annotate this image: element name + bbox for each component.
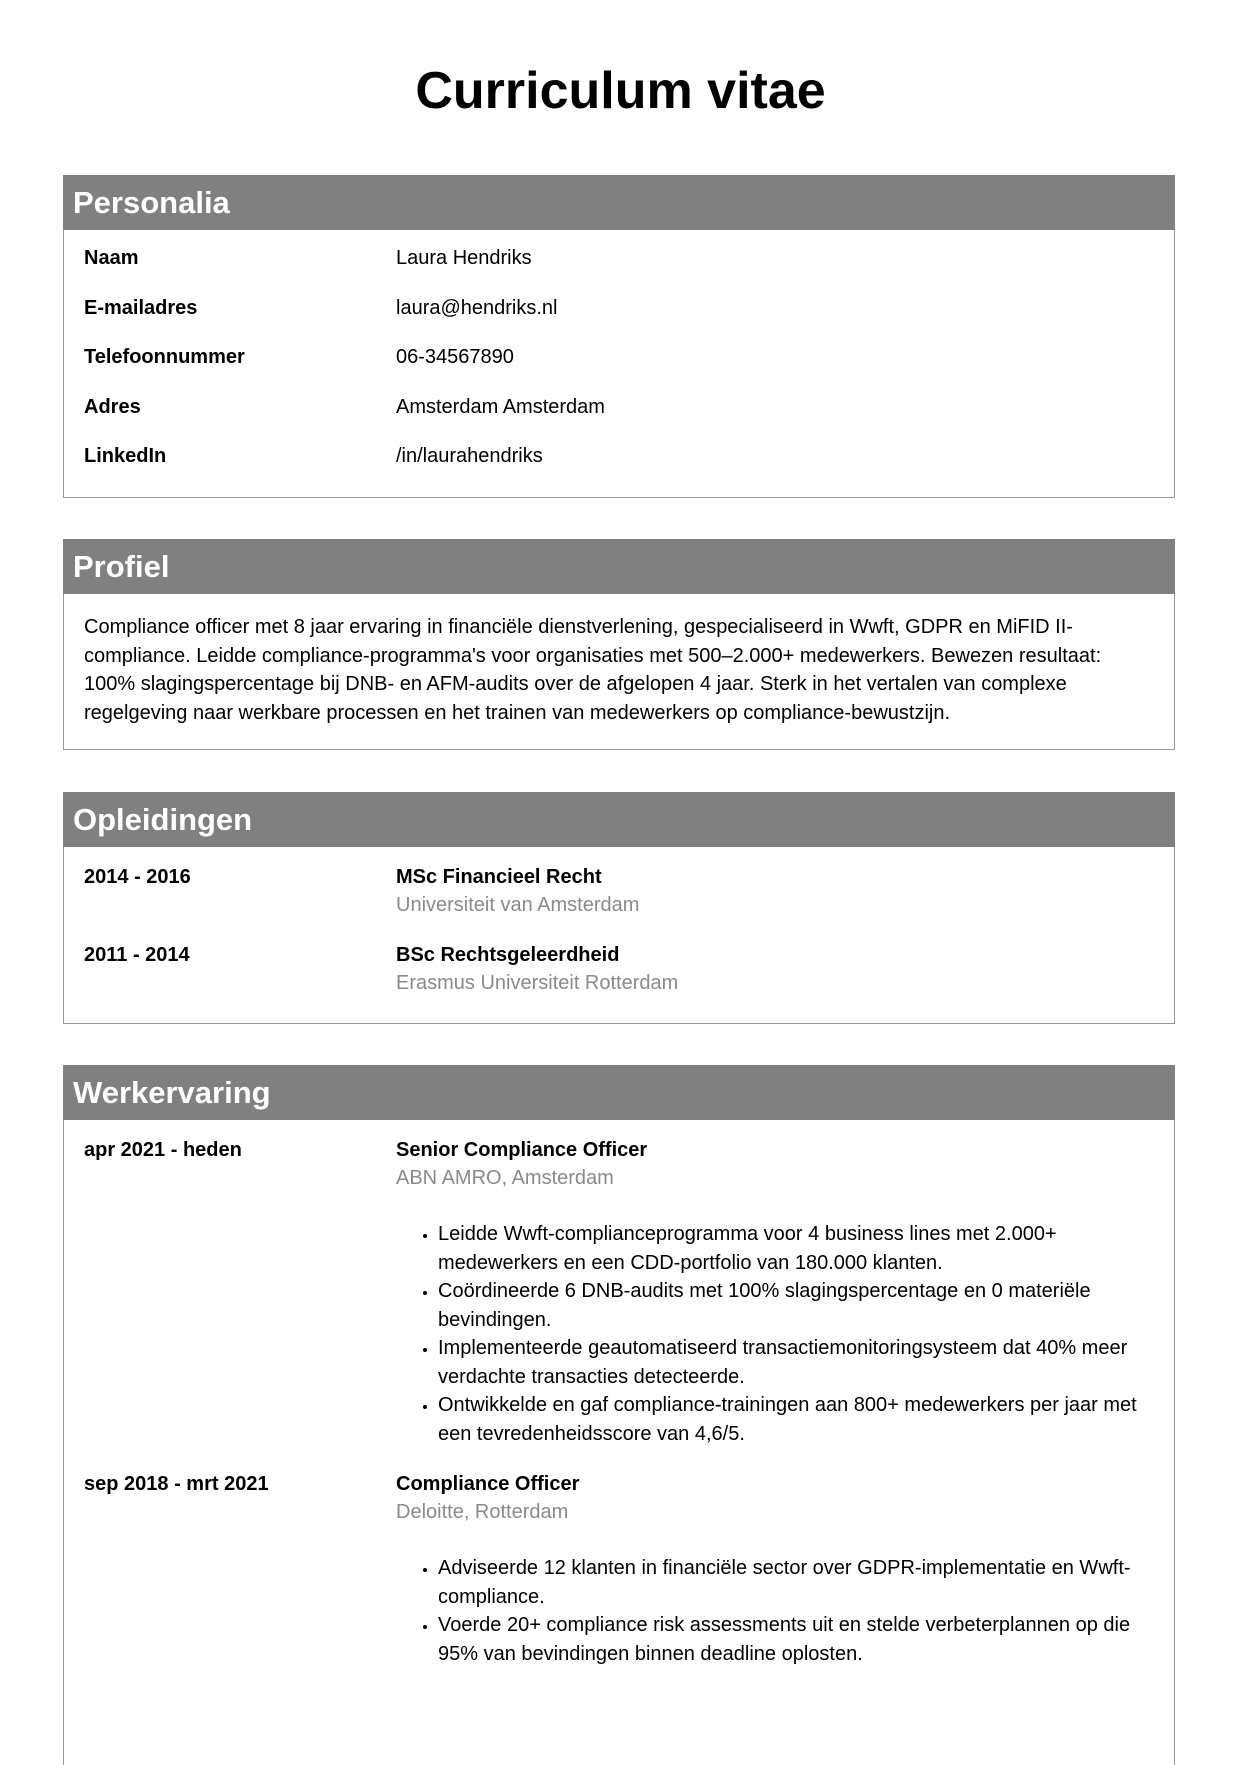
row-label: Adres xyxy=(84,395,141,418)
personalia-row-name xyxy=(84,244,1154,294)
entry-company: ABN AMRO, Amsterdam xyxy=(396,1167,614,1189)
profile-text: Compliance officer met 8 jaar ervaring in financiële dienstverlening, gespecialiseerd in Wwft, GDPR en MiFID II-compliance. Leidde compliance-programma's voor organisaties met 500–2.000+ medewerkers. Bewezen resultaat: 100% slagingspercentage bij DNB- en AFM-audits over de afgelopen 4 jaar. Sterk in het vertalen van complexe regelgeving naar werkbare processen en het trainen van medewerkers op compliance-bewustzijn. xyxy=(84,616,1102,724)
list-item: • Leidde Wwft-complianceprogramma voor 4 business lines met 2.000+ medewerkers en een CDD-portfolio van 180.000 klanten. xyxy=(438,1220,1154,1277)
row-value: laura@hendriks.nl xyxy=(396,296,558,319)
entry-institution: Universiteit van Amsterdam xyxy=(396,894,640,916)
entry-title: Compliance Officer xyxy=(396,1473,580,1495)
row-value: Amsterdam Amsterdam xyxy=(396,395,605,418)
entry-period: 2011 - 2014 xyxy=(84,944,190,966)
section-opleidingen xyxy=(63,792,1175,1024)
personalia-row-linkedin xyxy=(84,442,1154,492)
section-personalia xyxy=(63,175,1175,498)
entry-period: 2014 - 2016 xyxy=(84,866,191,888)
education-entry xyxy=(84,863,1154,919)
row-value: /in/laurahendriks xyxy=(396,445,543,467)
row-label: Naam xyxy=(84,247,139,269)
entry-period: apr 2021 - heden xyxy=(84,1139,242,1161)
section-heading: Werkervaring xyxy=(63,1065,1175,1120)
entry-title: MSc Financieel Recht xyxy=(396,866,602,888)
section-heading: Personalia xyxy=(63,175,1175,230)
row-label: Telefoonnummer xyxy=(84,346,245,368)
section-werkervaring xyxy=(63,1065,1175,1765)
achievement-list xyxy=(396,1220,1154,1448)
entry-company: Deloitte, Rotterdam xyxy=(396,1501,569,1523)
work-entry xyxy=(84,1136,1154,1448)
list-item: • Ontwikkelde en gaf compliance-trainingen aan 800+ medewerkers per jaar met een tevredenheidsscore van 4,6/5. xyxy=(438,1391,1154,1448)
row-label: LinkedIn xyxy=(84,445,167,467)
section-profiel xyxy=(63,539,1175,750)
row-value: 06-34567890 xyxy=(396,346,514,368)
list-item: • Coördineerde 6 DNB-audits met 100% slagingspercentage en 0 materiële bevindingen. xyxy=(438,1277,1154,1334)
section-heading: Profiel xyxy=(63,539,1175,594)
page-title: Curriculum vitae xyxy=(415,62,826,120)
section-heading: Opleidingen xyxy=(63,792,1175,847)
work-entry xyxy=(84,1470,1154,1668)
achievement-list xyxy=(396,1554,1154,1668)
education-entry xyxy=(84,941,1154,997)
entry-title: Senior Compliance Officer xyxy=(396,1139,648,1161)
list-item: • Voerde 20+ compliance risk assessments uit en stelde verbeterplannen op die 95% van bevindingen binnen deadline oplosten. xyxy=(438,1611,1154,1668)
list-item: • Adviseerde 12 klanten in financiële sector over GDPR-implementatie en Wwft-compliance. xyxy=(438,1554,1154,1611)
entry-institution: Erasmus Universiteit Rotterdam xyxy=(396,972,679,994)
entry-period: sep 2018 - mrt 2021 xyxy=(84,1473,269,1495)
personalia-row-phone xyxy=(84,343,1154,393)
personalia-row-address xyxy=(84,393,1154,443)
personalia-row-email xyxy=(84,294,1154,344)
row-label: E-mailadres xyxy=(84,296,198,319)
list-item: • Implementeerde geautomatiseerd transactiemonitoringsysteem dat 40% meer verdachte transacties detecteerde. xyxy=(438,1334,1154,1391)
row-value: Laura Hendriks xyxy=(396,247,532,269)
entry-title: BSc Rechtsgeleerdheid xyxy=(396,944,620,966)
